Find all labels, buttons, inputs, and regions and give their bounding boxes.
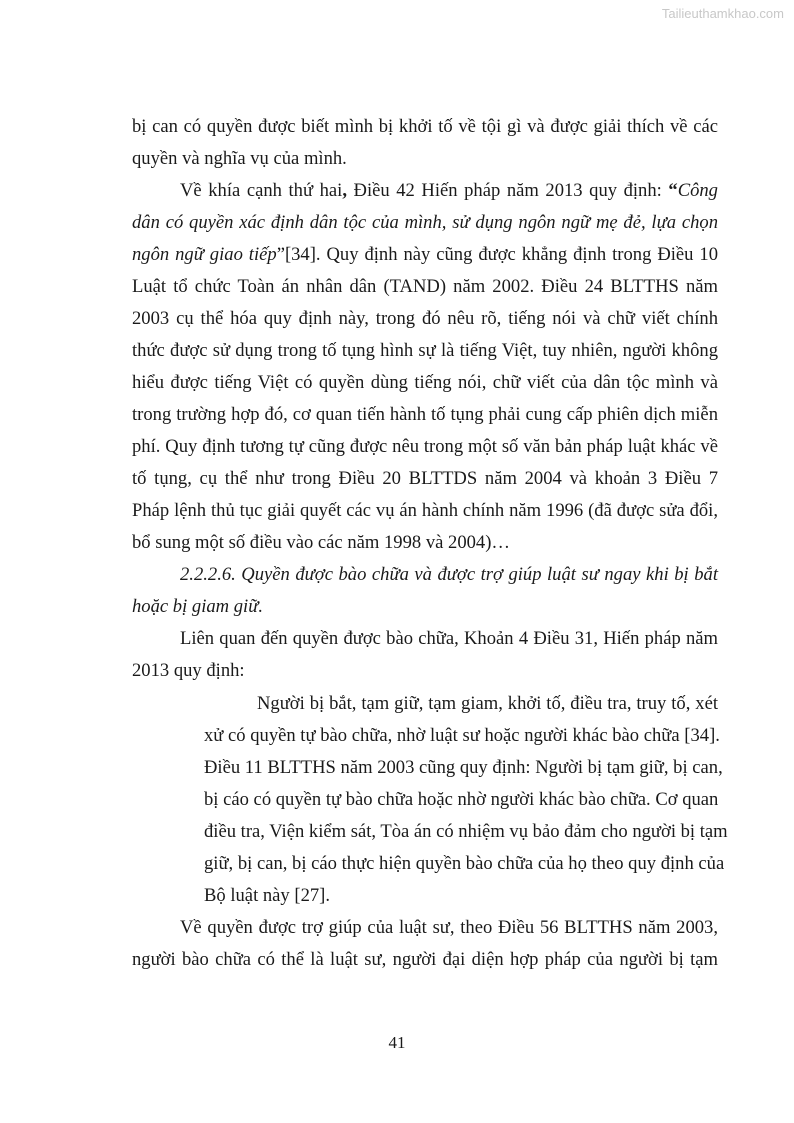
block-quote-line: Người bị bắt, tạm giữ, tạm giam, khởi tố, điều tra, truy tố, xét	[257, 693, 718, 714]
text-line: 2003 cụ thể hóa quy định này, trong đó nêu rõ, tiếng nói và chữ viết chính	[132, 308, 718, 329]
watermark: Tailieuthamkhao.com	[661, 6, 784, 21]
text-line: Liên quan đến quyền được bào chữa, Khoản 4 Điều 31, Hiến pháp năm	[180, 628, 718, 649]
text-line: 2013 quy định:	[132, 660, 245, 681]
block-quote-line: điều tra, Viện kiểm sát, Tòa án có nhiệm vụ bảo đảm cho người bị tạm	[204, 821, 728, 842]
section-heading	[180, 564, 718, 586]
text-line: trong trường hợp đó, cơ quan tiến hành tố tụng phải cung cấp phiên dịch miễn	[132, 404, 718, 425]
text-line	[132, 244, 718, 266]
block-quote-line: xử có quyền tự bào chữa, nhờ luật sư hoặc người khác bào chữa [34].	[204, 725, 720, 746]
block-quote-line: giữ, bị can, bị cáo thực hiện quyền bào chữa của họ theo quy định của	[204, 853, 725, 874]
text-line: hiểu được tiếng Việt có quyền dùng tiếng nói, chữ viết của dân tộc mình và	[132, 372, 718, 393]
section-heading-text: 2.2.2.6. Quyền được bào chữa và được trợ giúp luật sư ngay khi bị bắt	[180, 564, 718, 585]
text-span: Về khía cạnh thứ hai	[180, 180, 343, 201]
block-quote-line: Bộ luật này [27].	[204, 885, 330, 906]
text-line: Về quyền được trợ giúp của luật sư, theo Điều 56 BLTTHS năm 2003,	[180, 917, 718, 938]
block-quote-line: bị cáo có quyền tự bào chữa hoặc nhờ người khác bào chữa. Cơ quan	[204, 789, 719, 810]
section-heading-text: hoặc bị giam giữ.	[132, 596, 263, 617]
bold-quote: “	[668, 180, 678, 201]
page-number: 41	[388, 1033, 406, 1052]
text-line: bổ sung một số điều vào các năm 1998 và 2004)…	[132, 532, 511, 553]
text-line: tố tụng, cụ thể như trong Điều 20 BLTTDS năm 2004 và khoản 3 Điều 7	[132, 468, 718, 489]
text-line: phí. Quy định tương tự cũng được nêu trong một số văn bản pháp luật khác về	[132, 436, 718, 457]
block-quote-line: Điều 11 BLTTHS năm 2003 cũng quy định: Người bị tạm giữ, bị can,	[204, 757, 723, 778]
section-heading	[132, 596, 718, 618]
text-line	[132, 212, 718, 234]
text-line: bị can có quyền được biết mình bị khởi tố về tội gì và được giải thích về các	[132, 116, 718, 137]
text-span: ”[34]. Quy định này cũng được khẳng định trong Điều 10	[276, 244, 718, 265]
text-line	[180, 180, 718, 202]
text-line: Pháp lệnh thủ tục giải quyết các vụ án hành chính năm 1996 (đã được sửa đổi,	[132, 500, 718, 521]
bold-comma: ,	[342, 180, 347, 201]
text-line: quyền và nghĩa vụ của mình.	[132, 148, 347, 169]
text-span: Điều 42 Hiến pháp năm 2013 quy định:	[346, 180, 669, 201]
italic-quote-text: Công	[677, 180, 718, 201]
text-line: thức được sử dụng trong tố tụng hình sự là tiếng Việt, tuy nhiên, người không	[132, 340, 718, 361]
italic-quote-text: ngôn ngữ giao tiếp	[132, 244, 277, 265]
italic-quote-text: dân có quyền xác định dân tộc của mình, sử dụng ngôn ngữ mẹ đẻ, lựa chọn	[132, 212, 718, 233]
text-line: người bào chữa có thể là luật sư, người đại diện hợp pháp của người bị tạm	[132, 949, 718, 970]
text-line: Luật tổ chức Toàn án nhân dân (TAND) năm 2002. Điều 24 BLTTHS năm	[132, 276, 718, 297]
